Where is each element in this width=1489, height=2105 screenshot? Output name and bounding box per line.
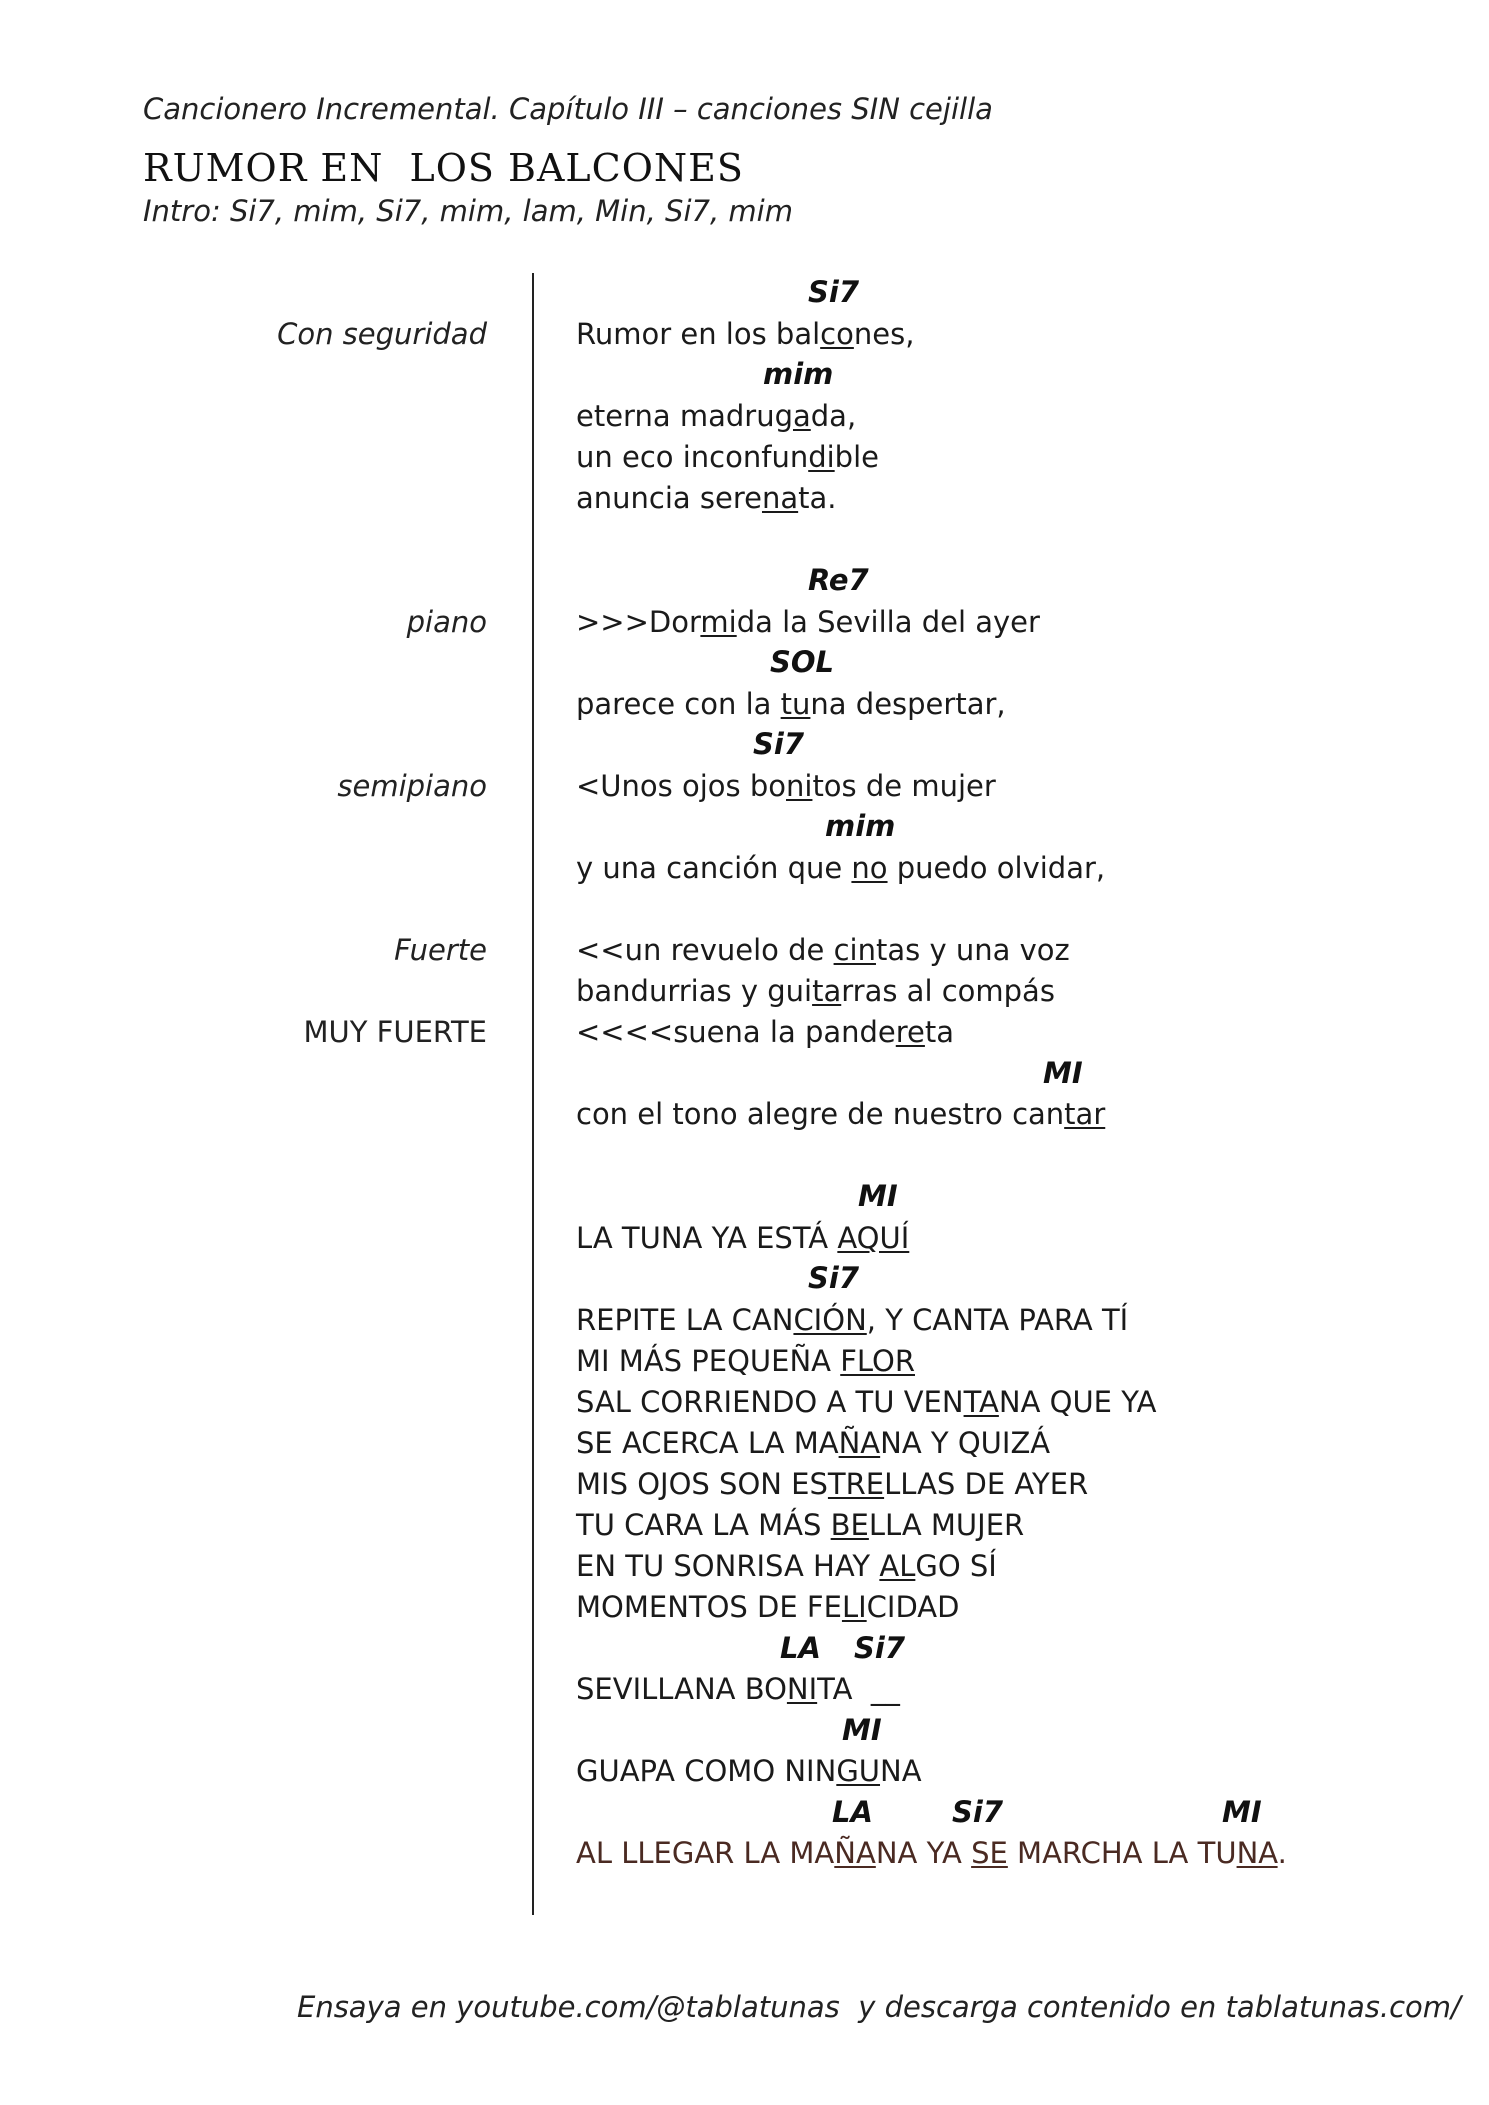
lyric-line: TU CARA LA MÁS BELLA MUJER: [576, 1508, 1025, 1542]
annotation-piano: piano: [406, 605, 487, 639]
lyric-line: <<<<suena la pandereta: [576, 1015, 955, 1049]
annotation-fuerte: Fuerte: [394, 933, 487, 967]
annotation-con-seguridad: Con seguridad: [277, 317, 487, 351]
lyric-line: y una canción que no puedo olvidar,: [576, 851, 1106, 885]
annotation-semipiano: semipiano: [337, 769, 487, 803]
chord: MI: [1222, 1795, 1262, 1829]
chord: LA: [832, 1795, 873, 1829]
lyric-line: anuncia serenata.: [576, 481, 837, 515]
lyric-line: parece con la tuna despertar,: [576, 687, 1006, 721]
lyric-line: un eco inconfundible: [576, 440, 879, 474]
lyric-line: SEVILLANA BONITA __: [576, 1672, 900, 1706]
song-title: RUMOR EN LOS BALCONES: [143, 146, 744, 190]
lyric-line: SE ACERCA LA MAÑANA Y QUIZÁ: [576, 1426, 1051, 1460]
chord: MI: [842, 1713, 882, 1747]
lyric-line: MIS OJOS SON ESTRELLAS DE AYER: [576, 1467, 1089, 1501]
lyric-line-final: AL LLEGAR LA MAÑANA YA SE MARCHA LA TUNA.: [576, 1836, 1287, 1870]
chord: Si7: [952, 1795, 1004, 1829]
lyric-line: <<un revuelo de cintas y una voz: [576, 933, 1070, 967]
lyric-line: MOMENTOS DE FELICIDAD: [576, 1590, 960, 1624]
chord: SOL: [770, 645, 835, 679]
chord: Si7: [753, 727, 805, 761]
chord: Si7: [854, 1631, 906, 1665]
lyric-line: eterna madrugada,: [576, 399, 857, 433]
book-chapter-header: Cancionero Incremental. Capítulo III – canciones SIN cejilla: [143, 92, 993, 126]
chord: MI: [1043, 1056, 1083, 1090]
lyric-line: GUAPA COMO NINGUNA: [576, 1754, 922, 1788]
intro-chords: Intro: Si7, mim, Si7, mim, lam, Min, Si7, mim: [143, 194, 793, 228]
lyric-line: >>>Dormida la Sevilla del ayer: [576, 605, 1040, 639]
chord: Si7: [808, 275, 860, 309]
chord: LA: [780, 1631, 821, 1665]
lyric-line: EN TU SONRISA HAY ALGO SÍ: [576, 1549, 997, 1583]
lyric-line: <Unos ojos bonitos de mujer: [576, 769, 996, 803]
footer-note: Ensaya en youtube.com/@tablatunas y descarga contenido en tablatunas.com/: [297, 1990, 1461, 2024]
lyric-line: MI MÁS PEQUEÑA FLOR: [576, 1344, 915, 1378]
lyric-line: Rumor en los balcones,: [576, 317, 915, 351]
lyric-line: LA TUNA YA ESTÁ AQUÍ: [576, 1221, 910, 1255]
lyric-line: REPITE LA CANCIÓN, Y CANTA PARA TÍ: [576, 1303, 1129, 1337]
chord: mim: [825, 809, 896, 843]
chord: mim: [763, 357, 834, 391]
lyric-line: con el tono alegre de nuestro cantar: [576, 1097, 1106, 1131]
column-divider: [532, 273, 534, 1915]
chord: Si7: [808, 1261, 860, 1295]
annotation-muy-fuerte: MUY FUERTE: [303, 1015, 487, 1049]
lyric-line: bandurrias y guitarras al compás: [576, 974, 1055, 1008]
chord: MI: [858, 1179, 898, 1213]
chord: Re7: [808, 563, 869, 597]
lyric-line: SAL CORRIENDO A TU VENTANA QUE YA: [576, 1385, 1157, 1419]
